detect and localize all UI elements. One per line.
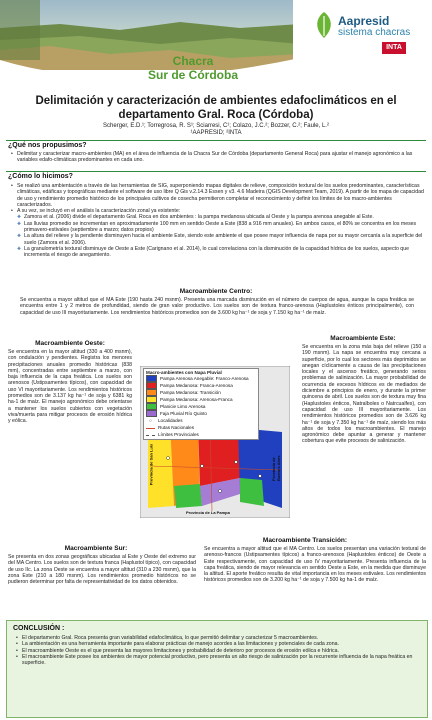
legend-swatch bbox=[146, 382, 157, 389]
conclusion-list bbox=[13, 635, 421, 666]
metodos-text bbox=[8, 183, 424, 259]
label-buenos-aires: Provincia de Buenos Aires bbox=[271, 455, 281, 481]
transicion-title: Macroambiente Transición: bbox=[262, 537, 348, 544]
localidades-icon: ○ bbox=[149, 418, 152, 423]
logo-sub: sistema chacras bbox=[338, 27, 411, 38]
logo-brand: Aapresid bbox=[338, 14, 390, 28]
divider bbox=[6, 171, 426, 172]
legend-item bbox=[146, 431, 256, 438]
section-heading-metodos: ¿Cómo lo hicimos? bbox=[8, 173, 73, 180]
metodos-sub-bullet: ❖ Las lluvias promedio se incrementan en aproximadamente 100 mm en sentido Oeste a Este (838 a 916 mm anuales). En ambos casos, el 80% se concentra en los meses primavero-estivales (septiembre a marzo; datos propios) bbox=[24, 221, 424, 234]
legend-label: Pampa Medanosa: Franca-Arenosa bbox=[160, 383, 233, 388]
metodos-bullet: • Se realizó una ambientación a través de las herramientas de SIG, superponiendo mapas digitales de relieve, composición textural de los suelos predominantes, características climáticas, edáficas y topográficas mediante el software de uso libre Q Gis v.2.14.3 Essen y v3. 4.6 Madeira (QGIS Development Team, 2019). A partir de los mapa de capacidad de uso y rendimiento promedio histórico de los principales cultivos de cosecha permitieron completar el reconocimiento y definir los límites de los macro-ambientes caracterizados. bbox=[17, 183, 424, 208]
legend-item bbox=[146, 403, 256, 410]
map-legend bbox=[143, 368, 259, 440]
inta-logo: INTA bbox=[382, 42, 406, 54]
page-title: Delimitación y caracterización de ambientes edafoclimáticos en el departamento Gral. Roca (Córdoba) bbox=[35, 95, 397, 121]
label-san-luis: Provincia de San Luis bbox=[148, 443, 154, 486]
legend-swatch bbox=[146, 396, 157, 403]
propositos-bullet: • Delimitar y caracterizar macro-ambientes (MA) en el área de influencia de la Chacra Sur de Córdoba (departamento General Roca) para ajustar el manejo agronómico a las variables edafo-climáticas predominantes en cada uno. bbox=[17, 151, 420, 164]
legend-swatch bbox=[146, 389, 157, 396]
chacra-line2: Sur de Córdoba bbox=[147, 68, 238, 82]
conclusion-bullet: • El macroambiente Este posee los ambientes de mayor potencial productivo, pero presenta un alto riesgo de salinización por la recurrente influencia de la napa freática en superficie. bbox=[22, 654, 421, 667]
legend-item bbox=[146, 424, 256, 431]
oeste-title: Macroambiente Oeste: bbox=[35, 340, 105, 347]
sur-title: Macroambiente Sur: bbox=[64, 545, 128, 552]
sur-text: Se presenta en dos zonas geográficas ubicadas al Este y Oeste del extremo sur del MA Centro. Los suelos son de textura franca (Haplustol típico), con capacidad de uso IIc. La zona Oeste se encuentra a mayor altitud (310 a 230 msnm), que la zona Este (210 a 180 msnm). Los rendimientos promedio históricos no se pudieron determinar por falta de representatividad de los datos obtenidos. bbox=[8, 554, 196, 586]
legend-title: Macro-ambientes con Napa Pluvial bbox=[146, 370, 222, 375]
legend-swatch bbox=[146, 410, 157, 417]
macroambientes-map bbox=[140, 366, 290, 518]
legend-label: Límites Provinciales bbox=[158, 432, 199, 437]
legend-label: Pampa Medanosa: Transición bbox=[160, 390, 221, 395]
centro-text: Se encuentra a mayor altitud que el MA Este (190 hasta 240 msnm). Presenta una marcada disminución en el número de cuerpos de agua, aunque la capa freática se encuentra entre 1 y 2 metros de profundidad, siendo de gran valor productivo. Los suelos son de textura franco-arenosa (Haplustoles énticos principalmente), con capacidad de uso III mayoritariamente. Los rendimientos históricos promedios son de 3.600 kg ha⁻¹ de soja y 7.150 kg ha⁻¹ de maíz. bbox=[20, 297, 414, 316]
authors: Scherger, E.D.¹; Torregrosa, R. S¹; Sciarresi, C¹; Colazo, J.C.²; Bozzer, C.²; Faule, L.² bbox=[103, 123, 329, 129]
aapresid-leaf-icon bbox=[312, 10, 336, 40]
region-sur-este bbox=[240, 478, 264, 506]
legend-item bbox=[146, 410, 256, 417]
rutas-icon bbox=[146, 426, 155, 429]
legend-label: Pampa Medanosa: Arenosa-Franca bbox=[160, 397, 233, 402]
legend-item bbox=[146, 382, 256, 389]
legend-label: Faja Pluvial Río Quinto bbox=[160, 411, 207, 416]
conclusion-bullet: • El departamento Gral. Roca presenta gran variabilidad edafoclimática, lo que permitió delimitar y caracterizar 5 macroambientes. bbox=[22, 635, 421, 641]
section-heading-propositos: ¿Qué nos propusimos? bbox=[8, 142, 87, 149]
centro-title: Macroambiente Centro: bbox=[179, 288, 253, 295]
legend-item bbox=[146, 375, 256, 382]
transicion-text: Se encuentra a mayor altitud que el MA Centro. Los suelos presentan una variación textural de arenoso-francos (Ustipsamentes típicos) a franco-arenosos (Haplustoles énticos) de Oeste a Este respectivamente, con capacidad de uso IV mayoritariamente. Presenta influencia de la capa freática, siendo de mayor relevancia en sentido Oeste a Este, en la medida que disminuye la altitud. El aporte freático resulta de vital importancia en los meses estivales. Los rendimientos históricos promedios son de 3.200 kg ha⁻¹ de soja y 7.500 kg ha-1 de maíz. bbox=[204, 546, 426, 584]
conclusion-heading: CONCLUSIÓN : bbox=[13, 625, 65, 632]
metodos-sub-bullet: ❖ La altura del relieve y la pendiente disminuyen hacia el ambiente Este, siendo este ambiente el que posee mayor influencia de napa por su mayor cercanía a la superficie del suelo (Zamora et al. 2006). bbox=[24, 233, 424, 246]
chacra-line1: Chacra bbox=[172, 54, 214, 68]
este-text: Se encuentra en la zona más baja del relieve (150 a 190 msnm). La napa se encuentra muy cercana a superficie, por lo cual los sectores más deprimidos se anegan cíclicamente a causa de las precipitaciones locales y el ascenso freático, generando serios problemas de salinización. La mayor probabilidad de ocurrencia de excesos hídricos es de mediados de diciembre a principios de enero, y durante la primer quincena de abril. Los suelos son de textura muy fina (Haplustoles énticos, Natralboles o Natrcualfes), con capacidad de uso III mayoritariamente. Los rendimientos históricos promedios son de 3.626 kg ha⁻¹ de soja y 7.350 kg ha⁻¹ de maíz, siendo los más altos de todos los macroambientes. El manejo agronómico debe apuntar a generar y mantener cobertura que evite procesos de salinización. bbox=[302, 344, 426, 445]
region-sur-oeste bbox=[174, 484, 202, 508]
metodos-sub-bullet: ❖ Zamora et al. (2006) divide el departamento Gral. Roca en dos ambientes : la pampa medanosa ubicada al Oeste y la pampa arenosa anegable al Este. bbox=[24, 214, 424, 220]
legend-label: Pampa Arenosa Anegable: Franco-Arenosa bbox=[160, 376, 249, 381]
affiliations: ¹AAPRESID; ²INTA bbox=[190, 130, 242, 136]
metodos-sub-bullet: ❖ La granulometría textural disminuye de Oeste a Este (Carignano et al. 2014), lo cual correlaciona con la disminución de la capacidad hídrica de los suelos, aspecto que incrementa el riesgo de anegamiento. bbox=[24, 246, 424, 259]
propositos-text bbox=[8, 151, 420, 164]
legend-label: Planicie Limo Arenosa bbox=[160, 404, 206, 409]
legend-item bbox=[146, 417, 256, 424]
conclusion-box bbox=[6, 620, 428, 718]
aapresid-logo bbox=[312, 10, 424, 54]
este-title: Macroambiente Este: bbox=[330, 335, 396, 342]
oeste-text: Se encuentra en la mayor altitud (330 a 400 msnm), con ondulación y pendientes. Registra los menores precipitaciones anuales promedio históricas (838 mm), concentradas entre septiembre a marzo, con baja influencia de la capa freática. Los suelos son arenosos (Ustipsamentes típicos), con capacidad de uso VI mayoritariamente. Los rendimientos históricos promedios son de 3.137 kg ha⁻¹ de soja y 6381 kg ha-1 de maíz. El manejo agronómico debe orientarse a mantener los suelos cubiertos con vegetación viva/muerta para mitigar procesos de erosión hídrica y eólica. bbox=[8, 349, 132, 425]
conclusion-bullet: • La ambientación es una herramienta importante para elaborar prácticas de manejo acordes a las limitaciones y potenciales de cada zona. bbox=[22, 641, 421, 647]
legend-swatch bbox=[146, 375, 157, 382]
divider bbox=[6, 140, 426, 141]
limites-icon bbox=[146, 433, 155, 436]
label-la-pampa: Provincia de La Pampa bbox=[186, 510, 230, 515]
metodos-bullet: • A su vez, se incluyó en el análisis la caracterización zonal ya existente: bbox=[17, 208, 424, 214]
conclusion-bullet: • El macroambiente Oeste es el que presenta las mayores limitaciones y probabilidad de deterioro por procesos de erosión eólica e hídrica. bbox=[22, 648, 421, 654]
legend-label: Rutas Nacionales bbox=[158, 425, 195, 430]
legend-swatch bbox=[146, 403, 157, 410]
authors-block bbox=[12, 123, 420, 137]
legend-label: Localidades bbox=[158, 418, 183, 423]
legend-item bbox=[146, 389, 256, 396]
chacra-title bbox=[118, 54, 268, 82]
legend-item bbox=[146, 396, 256, 403]
